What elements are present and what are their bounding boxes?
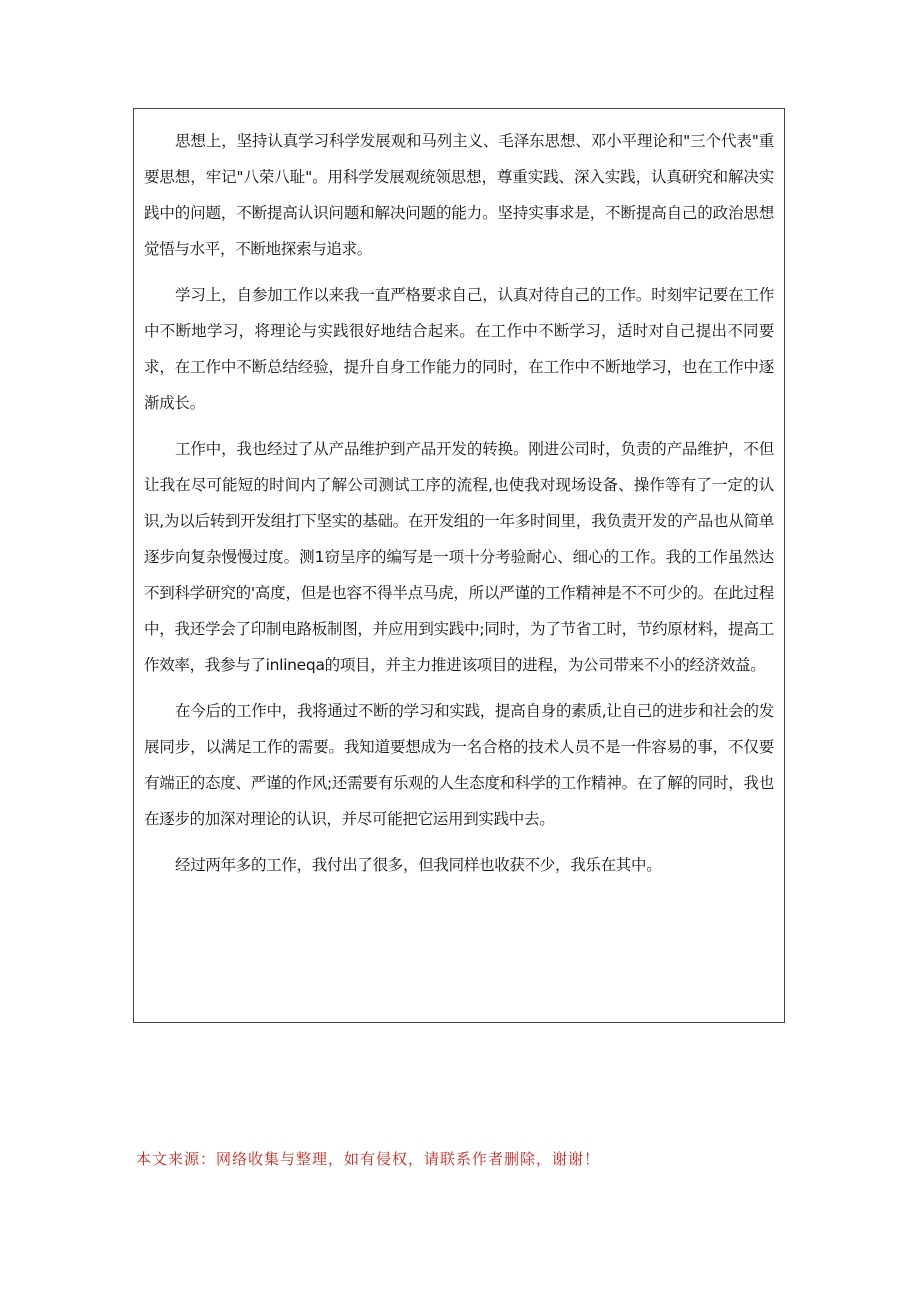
paragraph-study: 学习上，自参加工作以来我一直严格要求自己，认真对待自己的工作。时刻牢记要在工作中不断地学习，将理论与实践很好地结合起来。在工作中不断学习，适时对自己提出不同要求，在工作中不断总结经验，提升自身工作能力的同时，在工作中不断地学习，也在工作中逐渐成长。 xyxy=(144,286,774,412)
source-note: 本文来源：网络收集与整理，如有侵权，请联系作者删除，谢谢！ xyxy=(136,1150,601,1168)
paragraph-future: 在今后的工作中，我将通过不断的学习和实践，提高自身的素质,让自己的进步和社会的发展同步，以满足工作的需要。我知道要想成为一名合格的技术人员不是一件容易的事，不仅要有端正的态度、严谨的作风;还需要有乐观的人生态度和科学的工作精神。在了解的同时，我也在逐步的加深对理论的认识，并尽可能把它运用到实践中去。 xyxy=(144,702,774,828)
paragraph-work: 工作中，我也经过了从产品维护到产品开发的转换。刚进公司时，负责的产品维护，不但让我在尽可能短的时间内了解公司测试工序的流程,也使我对现场设备、操作等有了一定的认识,为以后转到开发组打下坚实的基础。在开发组的一年多时间里，我负责开发的产品也从简单逐步向复杂慢慢过度。测1窃呈序的编写是一项十分考验耐心、细心的工作。我的工作虽然达不到科学研究的'高度，但是也容不得半点马虎，所以严谨的工作精神是不不可少的。在此过程中，我还学会了印制电路板制图，并应用到实践中;同时，为了节省工时，节约原材料，提高工作效率，我参与了inlineqa的项目，并主力推进该项目的进程，为公司带来不小的经济效益。 xyxy=(144,440,774,674)
paragraph-conclusion: 经过两年多的工作，我付出了很多，但我同样也收获不少，我乐在其中。 xyxy=(175,856,662,874)
paragraph-thought: 思想上，坚持认真学习科学发展观和马列主义、毛泽东思想、邓小平理论和"三个代表"重要思想，牢记"八荣八耻"。用科学发展观统领思想，尊重实践、深入实践，认真研究和解决实践中的问题，不断提高认识问题和解决问题的能力。坚持实事求是，不断提高自己的政治思想觉悟与水平，不断地探索与追求。 xyxy=(144,132,774,258)
document-frame xyxy=(133,108,785,1023)
